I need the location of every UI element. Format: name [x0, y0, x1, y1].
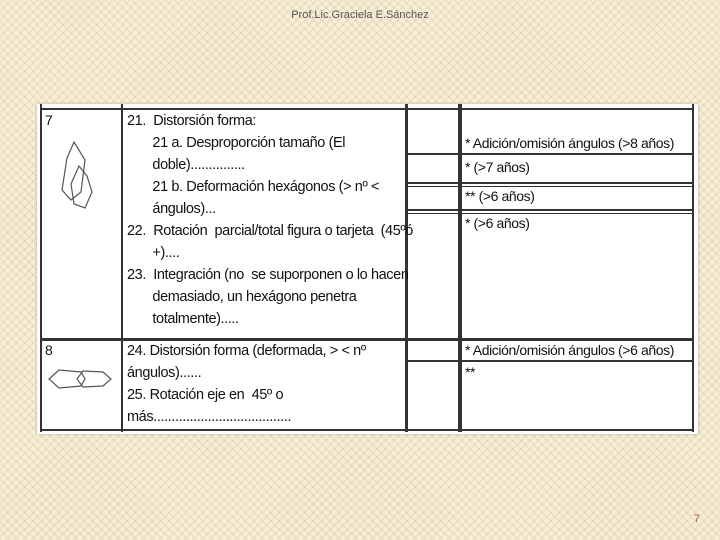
criteria-line: ángulos)......	[127, 365, 202, 381]
row-divider	[405, 360, 694, 362]
age-note: * Adición/omisión ángulos (>8 años)	[465, 135, 674, 151]
row-divider	[405, 153, 694, 155]
row-divider	[405, 186, 694, 187]
table-border-left	[40, 104, 42, 432]
criteria-line: totalmente).....	[127, 311, 239, 327]
criteria-line: demasiado, un hexágono penetra	[127, 289, 357, 305]
age-note: * (>7 años)	[465, 159, 530, 175]
row-number: 8	[45, 342, 53, 358]
criteria-line: 24. Distorsión forma (deformada, > < nº	[127, 343, 366, 359]
criteria-line: 25. Rotación eje en 45º o	[127, 387, 284, 403]
slide-number: 7	[693, 513, 700, 525]
criteria-line: 21. Distorsión forma:	[127, 113, 256, 129]
row-divider	[405, 182, 694, 184]
row-divider	[405, 213, 694, 214]
slide-header: Prof.Lic.Graciela E.Sánchez	[291, 9, 429, 21]
criteria-line: 23. Integración (no se suporponen o lo hacen	[127, 267, 409, 283]
hexagons-figure-icon	[59, 134, 99, 224]
criteria-line: +)....	[127, 245, 180, 261]
age-note: * Adición/omisión ángulos (>6 años)	[465, 342, 674, 358]
bender-scoring-table-image	[37, 104, 698, 434]
criteria-line: doble)...............	[127, 157, 245, 173]
row-divider	[405, 209, 694, 211]
age-note: **	[465, 364, 476, 380]
row-number: 7	[45, 112, 53, 128]
criteria-line: 22. Rotación parcial/total figura o tarjeta (45ºó	[127, 223, 413, 239]
table-border-bottom	[40, 429, 694, 431]
column-divider	[121, 104, 123, 432]
criteria-line: ángulos)...	[127, 201, 216, 217]
age-note: ** (>6 años)	[465, 188, 535, 204]
criteria-line: más......................................	[127, 409, 292, 425]
hexagons-figure-icon	[47, 366, 113, 392]
age-note: * (>6 años)	[465, 215, 530, 231]
criteria-line: 21 a. Desproporción tamaño (El	[127, 135, 346, 151]
criteria-line: 21 b. Deformación hexágonos (> nº <	[127, 179, 380, 195]
